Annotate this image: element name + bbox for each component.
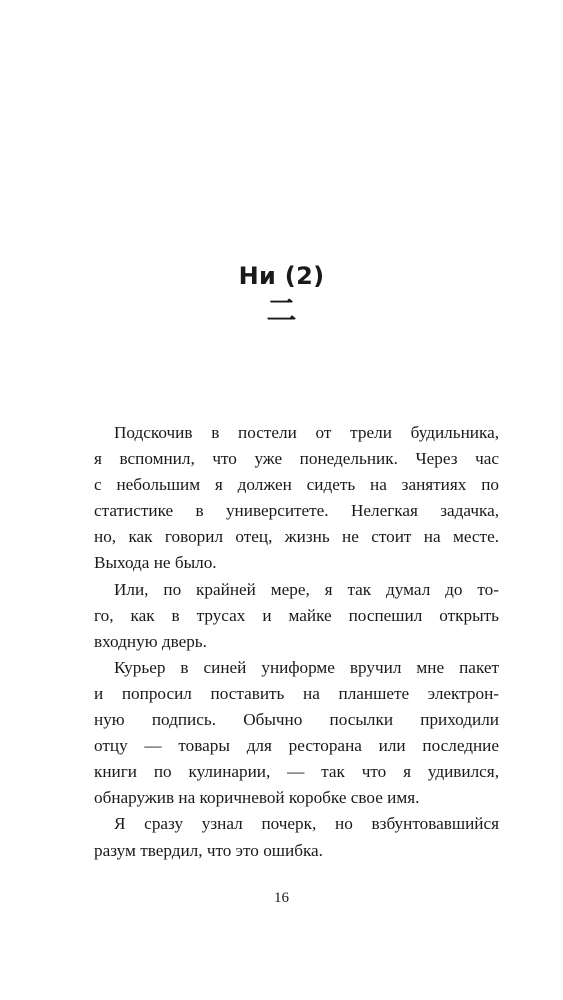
- chapter-kanji-glyph: 二: [266, 294, 297, 329]
- text-line: входную дверь.: [94, 631, 207, 651]
- chapter-title: Ни (2): [238, 262, 325, 290]
- text-line: книги по кулинарии, — так что я удивился,: [94, 762, 499, 782]
- text-line: разум твердил, что это ошибка.: [94, 840, 323, 860]
- text-line: но, как говорил отец, жизнь не стоит на месте.: [94, 527, 499, 547]
- text-line: обнаружив на коричневой коробке свое имя.: [94, 788, 420, 808]
- text-line: отцу — товары для ресторана или последние: [94, 736, 499, 756]
- page-number: 16: [274, 890, 289, 906]
- text-line: с небольшим я должен сидеть на занятиях по: [94, 475, 499, 495]
- text-line: Подскочив в постели от трели будильника,: [114, 423, 499, 442]
- text-line: Я сразу узнал почерк, но взбунтовавшийся: [114, 814, 499, 834]
- text-line: Или, по крайней мере, я так думал до то-: [114, 579, 499, 599]
- text-line: ную подпись. Обычно посылки приходили: [94, 710, 499, 730]
- text-line: Курьер в синей униформе вручил мне пакет: [114, 657, 499, 677]
- text-line: Выхода не было.: [94, 553, 217, 573]
- text-line: го, как в трусах и майке поспешил открыть: [94, 605, 499, 625]
- body-text: [94, 420, 499, 864]
- text-line: я вспомнил, что уже понедельник. Через час: [94, 449, 499, 469]
- text-line: и попросил поставить на планшете электрон-: [94, 683, 499, 703]
- text-line: статистике в университете. Нелегкая задачка,: [94, 501, 499, 521]
